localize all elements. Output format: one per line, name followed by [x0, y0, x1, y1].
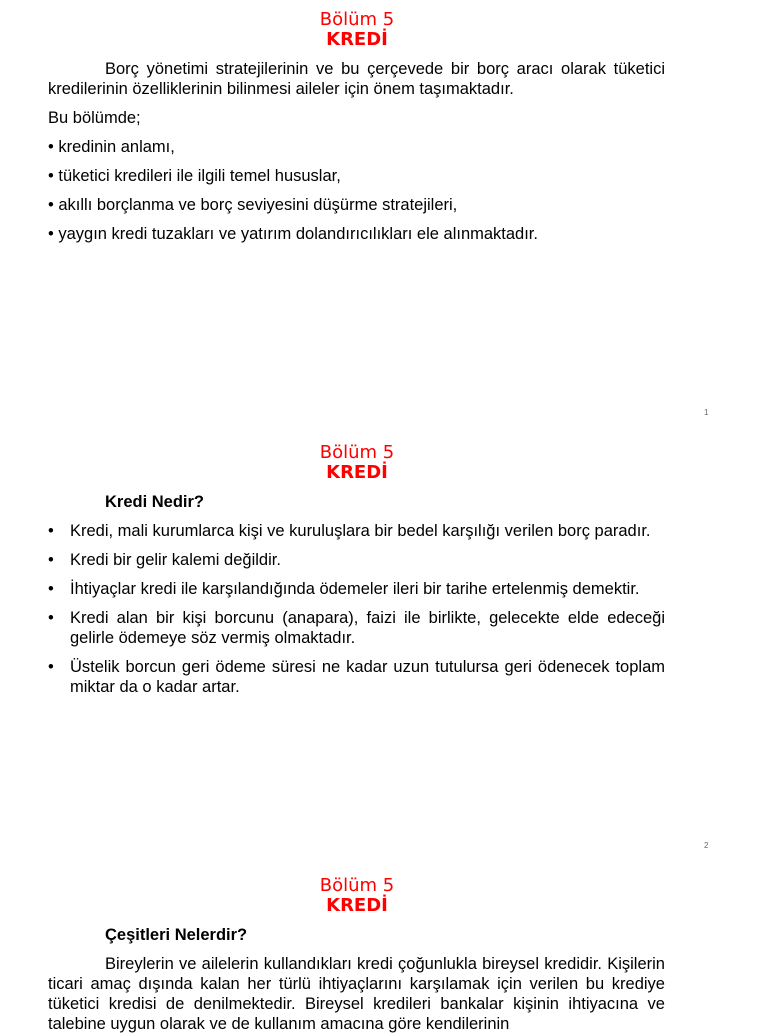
slide-title [0, 876, 714, 916]
bullet-icon: • [48, 609, 54, 627]
bullet-icon: • [48, 551, 54, 569]
list-item: • akıllı borçlanma ve borç seviyesini düşürme stratejileri, [48, 196, 458, 214]
list-item: • tüketici kredileri ile ilgili temel hususlar, [48, 167, 341, 185]
slide-title [0, 10, 714, 50]
bullet-icon: • [48, 522, 54, 540]
title-line-2: KREDİ [326, 462, 388, 483]
title-line-2: KREDİ [326, 29, 388, 50]
list-item [48, 579, 665, 599]
list-item: • yaygın kredi tuzakları ve yatırım dolandırıcılıkları ele alınmaktadır. [48, 225, 538, 243]
title-line-1: Bölüm 5 [319, 875, 395, 896]
slide-title [0, 443, 714, 483]
list-item-text: İhtiyaçlar kredi ile karşılandığında ödemeler ileri bir tarihe ertelenmiş demektir. [70, 580, 640, 598]
list-item [48, 657, 665, 697]
list-item-text: Üstelik borcun geri ödeme süresi ne kadar uzun tutulursa geri ödenecek toplam miktar da o kadar artar. [70, 658, 665, 696]
title-line-1: Bölüm 5 [319, 442, 395, 463]
slide-1 [0, 0, 768, 433]
section-heading: Çeşitleri Nelerdir? [105, 926, 248, 944]
page-number: 2 [704, 841, 709, 850]
body-paragraph: Bireylerin ve ailelerin kullandıkları kredi çoğunlukla bireysel kredidir. Kişilerin ticari amaç dışında kalan her türlü ihtiyaçlarını karşılamak için verilen bu krediye tüketici kredisi de denilmektedir. Bireysel kredileri bankalar kişinin ihtiyacına ve talebine uygun olarak ve de kullanım amacına göre kendilerinin [48, 955, 665, 1033]
bullet-icon: • [48, 658, 54, 676]
lead-text: Bu bölümde; [48, 109, 141, 127]
list-item-text: Kredi bir gelir kalemi değildir. [70, 551, 281, 569]
slide-2 [0, 433, 768, 866]
list-item [48, 521, 665, 541]
section-heading: Kredi Nedir? [105, 493, 205, 511]
slide-3 [0, 866, 768, 1033]
list-item-text: Kredi, mali kurumlarca kişi ve kuruluşlara bir bedel karşılığı verilen borç paradır. [70, 522, 651, 540]
bullet-list [48, 521, 665, 706]
list-item: • kredinin anlamı, [48, 138, 175, 156]
list-item [48, 550, 665, 570]
title-line-2: KREDİ [326, 895, 388, 916]
intro-paragraph: Borç yönetimi stratejilerinin ve bu çerçevede bir borç aracı olarak tüketici kredilerinin özelliklerinin bilinmesi aileler için önem taşımaktadır. [48, 60, 665, 98]
list-item [48, 608, 665, 648]
bullet-icon: • [48, 580, 54, 598]
list-item-text: Kredi alan bir kişi borcunu (anapara), faizi ile birlikte, gelecekte elde edeceği gelirle ödemeye söz vermiş olmaktadır. [70, 609, 665, 647]
title-line-1: Bölüm 5 [319, 9, 395, 30]
page-number: 1 [704, 408, 709, 417]
